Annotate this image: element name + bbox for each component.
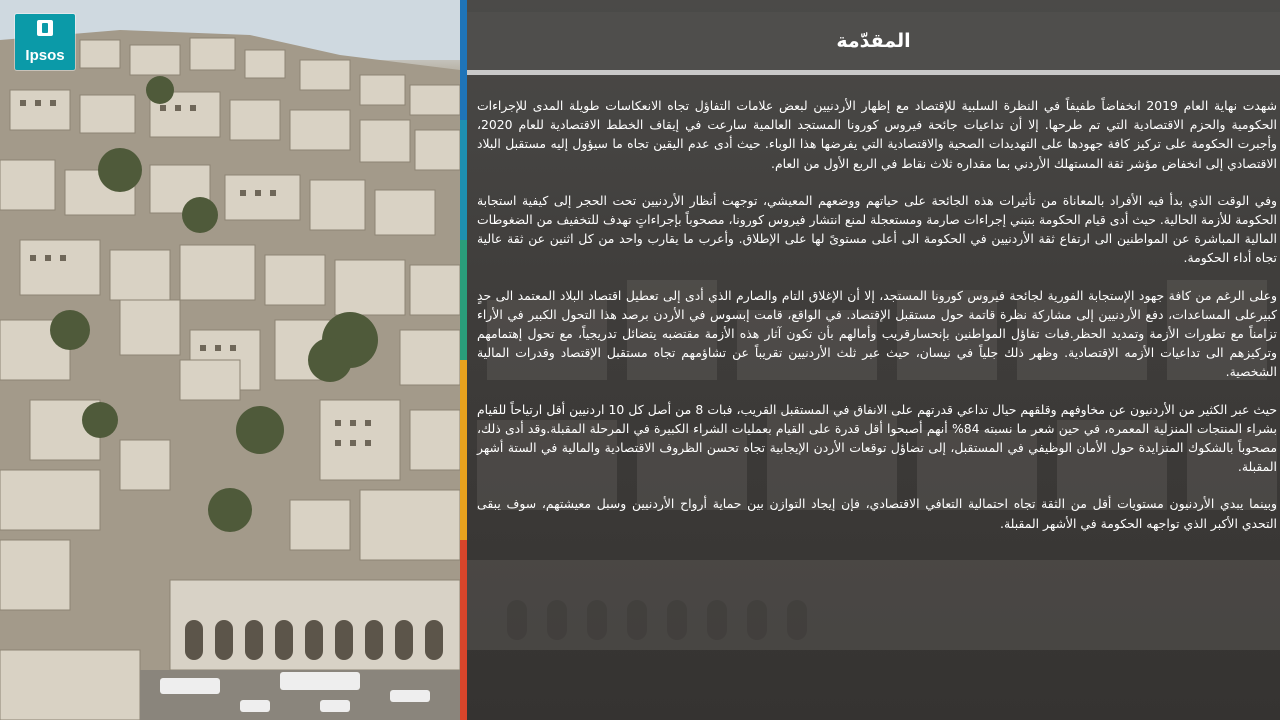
paragraph: شهدت نهاية العام 2019 انخفاضاً طفيفاً في النظرة السلبية للإقتصاد مع إظهار الأردنيين لبعض علامات التفاؤل تجاه الانعكاسات طويلة المدى للإجراءات الحكومية والحزم الاقتصادية التي تم طرحها. إلا أن تداعيات جائحة فيروس كورونا المستجد العالمية سارعت في إيقاف الخطط الاقتصادية للعام 2020، وأجبرت الحكومة على تركيز كافة جهودها على التهديدات الصحية والاقتصادية التي يفرضها هذا الوباء. حيث أدى عدم اليقين تجاه ما سيؤول إليه مستقبل البلاد الاقتصادي إلى انخفاض مؤشر ثقة المستهلك الأردني بما مقداره ثلاث نقاط في الربع الأول من العام. [477,98,1277,171]
ipsos-logo [15,14,75,70]
color-strip-divider [460,0,467,720]
content-panel [467,0,1280,720]
body-text [477,96,1277,551]
logo-mark-icon [37,20,53,36]
logo-text: Ipsos [25,47,65,64]
paragraph: حيث عبر الكثير من الأردنيون عن مخاوفهم وقلقهم حيال تداعي قدرتهم على الانفاق في المستقبل القريب، فبات 8 من أصل كل 10 اردنيين أقل ارتياحاً للقيام بشراء المنتجات المنزلية المعمره، في حين شعر ما نسبته 84% أنهم أصبحوا أقل قدرة على القيام بعمليات الشراء الكبيرة في المرحلة المقبلة.وقد أدى ذلك، مصحوباً بالشكوك المتزايدة حول الأمان الوظيفي في المستقبل، إلى تضاؤل توقعات الأردن الإيجابية تجاه تحسن الظروف الاقتصادية والمالية في الستة أشهر المقبلة. [477,401,1277,475]
paragraph: وبينما يبدي الأردنيون مستويات أقل من الثقة تجاه احتمالية التعافي الاقتصادي، فإن إيجاد التوازن بين حماية أرواح الأردنيين وسبل معيشتهم، سوف يبقى التحدي الأكبر الذي تواجهه الحكومة في الأشهر المقبلة. [477,496,1277,531]
paragraph: وعلى الرغم من كافة جهود الإستجابة الفورية لجائحة فيروس كورونا المستجد، إلا أن الإغلاق التام والصارم الذي أدى إلى تعطيل اقتصاد البلاد المعتمد الى حدٍ كبيرعلى المساعدات، دفع الأردنيين إلى مشاركة نظرة قاتمة حول مستقبل الإقتصاد. في الواقع، قامت إبسوس في الأردن برصد هذا التحول الكبير في الأراء تزامناً مع تطورات الأزمة وتمديد الحظر.فبات تفاؤل المواطنين بإنحسارقريب وأمالهم بأن تكون آثار هذه الأزمة مقتضبه يتضائل تدريجياً، مع تحول إهتمامهم وتركيزهم الى تداعيات الأزمه الإقتصادية. وظهر ذلك جلياً في نيسان، حيث عبر ثلث الأردنيين تقريباً عن تشاؤمهم تجاه مستقبل الإقتصاد وقدرات المالية الشخصية. [477,287,1277,380]
city-photo-graphic [0,0,460,720]
slide-title: المقدّمة [836,30,911,52]
city-photo [0,0,460,720]
paragraph: وفي الوقت الذي بدأ فيه الأفراد بالمعاناة من تأثيرات هذه الجائحة على حياتهم ووضعهم المعيشي، توجهت أنظار الأردنيين تحت الحجر إلى كيفية استجابة الحكومة للأزمة الحالية. حيث أدى قيام الحكومة بتبني إجراءات صارمة ومستعجلة لمنع انتشار فيروس كورونا، مصحوباً بإجراءاتٍ تهدف للتخفيف من الضغوطات المالية المباشرة عن المواطنين الى ارتفاع ثقة الأردنيين في الحكومة الى أعلى مستوىً لها على الإطلاق. وأعرب ما يقارب واحد من كل اثنين عن ثقة عالية تجاه أداء الحكومة. [477,192,1277,266]
title-bar [467,12,1280,75]
